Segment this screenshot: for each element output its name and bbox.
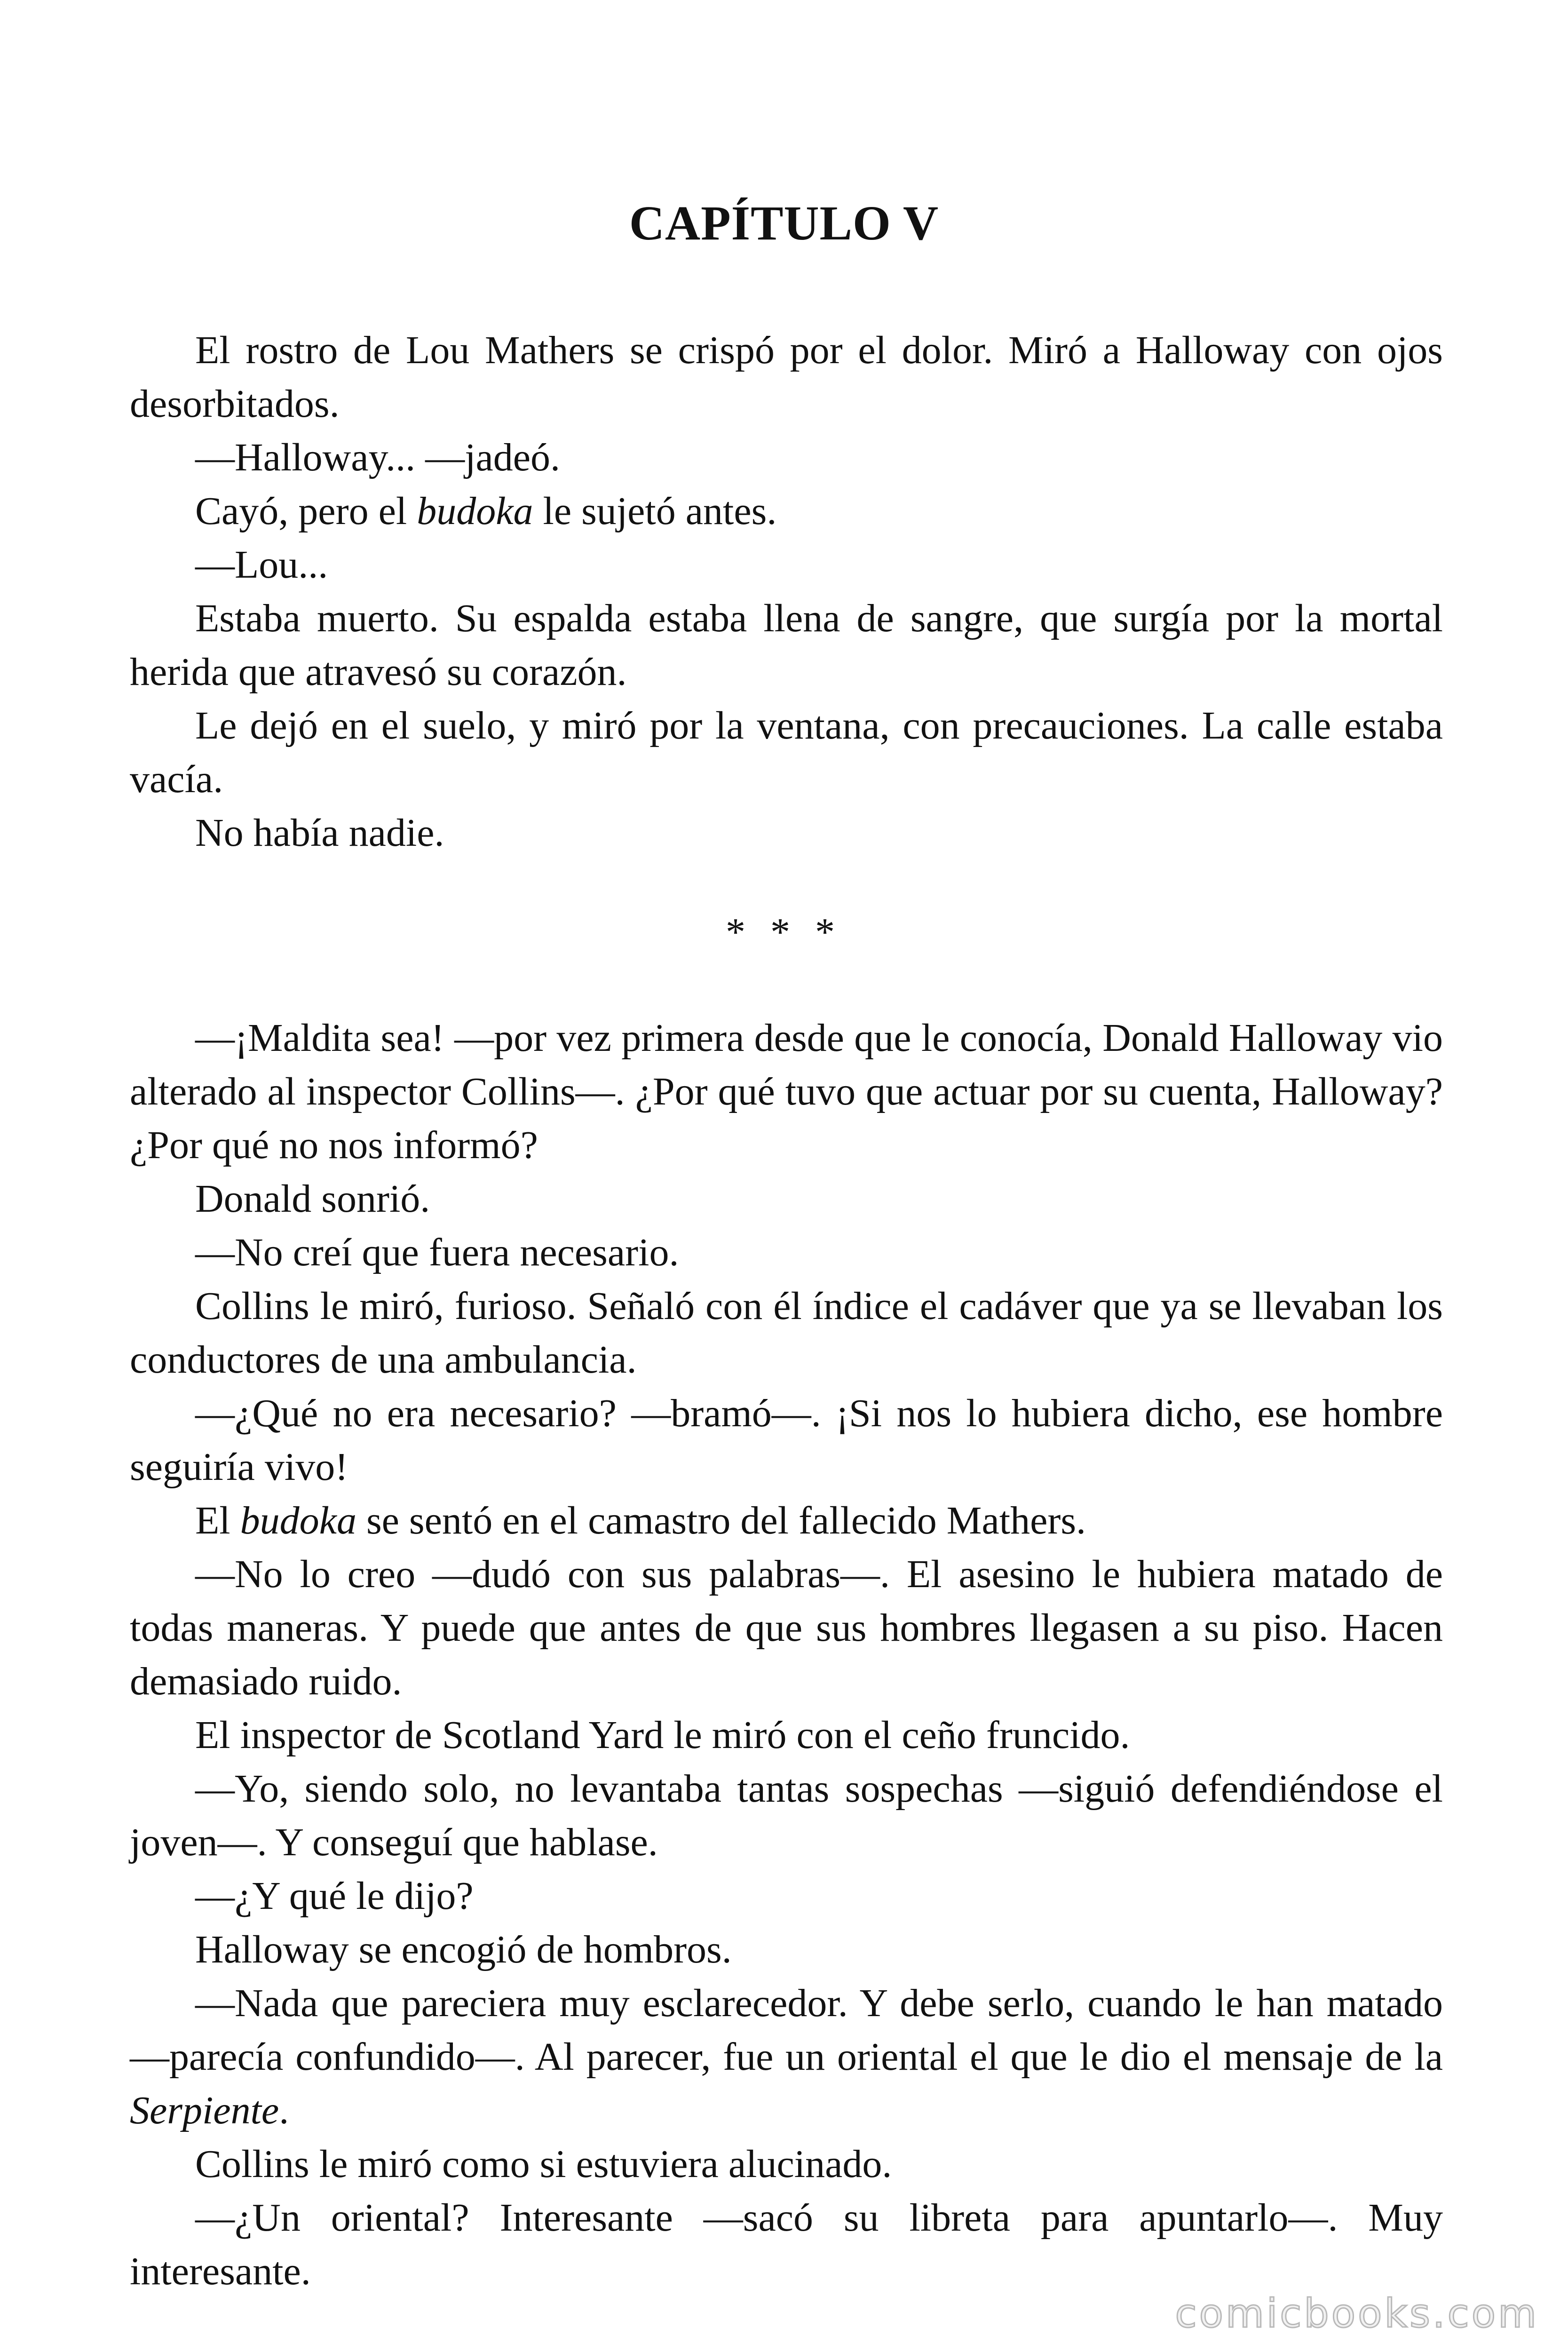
paragraph: —¿Y qué le dijo? — [195, 1874, 474, 1918]
section-two — [130, 1011, 1443, 2298]
paragraph: —No creí que fuera necesario. — [195, 1231, 679, 1274]
section-one — [130, 324, 1443, 860]
paragraph: Halloway se encogió de hombros. — [195, 1928, 732, 1971]
paragraph: Le dejó en el suelo, y miró por la ventana, con precauciones. La calle estaba vacía. — [130, 704, 1443, 801]
paragraph: El budoka se sentó en el camastro del fallecido Mathers. — [195, 1499, 1086, 1542]
italic-term: budoka — [240, 1499, 356, 1542]
paragraph: Donald sonrió. — [195, 1177, 430, 1221]
paragraph: —Lou... — [195, 543, 328, 587]
paragraph: No había nadie. — [195, 811, 444, 855]
section-separator: * * * — [726, 910, 842, 954]
paragraph: El rostro de Lou Mathers se crispó por el dolor. Miró a Halloway con ojos desorbitados. — [130, 328, 1443, 426]
italic-term: budoka — [417, 489, 533, 533]
paragraph: Cayó, pero el budoka le sujetó antes. — [195, 489, 777, 533]
paragraph: —No lo creo —dudó con sus palabras—. El asesino le hubiera matado de todas maneras. Y puede que antes de que sus hombres llegasen a su piso. Hacen demasiado ruido. — [130, 1552, 1443, 1703]
paragraph: Collins le miró, furioso. Señaló con él índice el cadáver que ya se llevaban los conductores de una ambulancia. — [130, 1284, 1443, 1382]
paragraph: Estaba muerto. Su espalda estaba llena de sangre, que surgía por la mortal herida que atravesó su corazón. — [130, 596, 1443, 694]
paragraph: —¡Maldita sea! —por vez primera desde que le conocía, Donald Halloway vio alterado al inspector Collins—. ¿Por qué tuvo que actuar por su cuenta, Halloway? ¿Por qué no nos informó? — [130, 1016, 1443, 1167]
paragraph: —Nada que pareciera muy esclarecedor. Y debe serlo, cuando le han matado —parecía confundido—. Al parecer, fue un oriental el que le dio el mensaje de la Serpiente. — [130, 1981, 1443, 2132]
italic-term: Serpiente — [130, 2089, 279, 2132]
paragraph: —Yo, siendo solo, no levantaba tantas sospechas —siguió defendiéndose el joven—. Y conseguí que hablase. — [130, 1767, 1443, 1864]
paragraph: —¿Qué no era necesario? —bramó—. ¡Si nos lo hubiera dicho, ese hombre seguiría vivo! — [130, 1391, 1443, 1489]
paragraph: —¿Un oriental? Interesante —sacó su libreta para apuntarlo—. Muy interesante. — [130, 2196, 1443, 2293]
paragraph: Collins le miró como si estuviera alucinado. — [195, 2142, 892, 2186]
paragraph: El inspector de Scotland Yard le miró con el ceño fruncido. — [195, 1713, 1130, 1757]
site-watermark: comicbooks.com — [1175, 2290, 1539, 2336]
chapter-title: CAPÍTULO V — [629, 196, 939, 250]
paragraph: —Halloway... —jadeó. — [195, 436, 561, 479]
